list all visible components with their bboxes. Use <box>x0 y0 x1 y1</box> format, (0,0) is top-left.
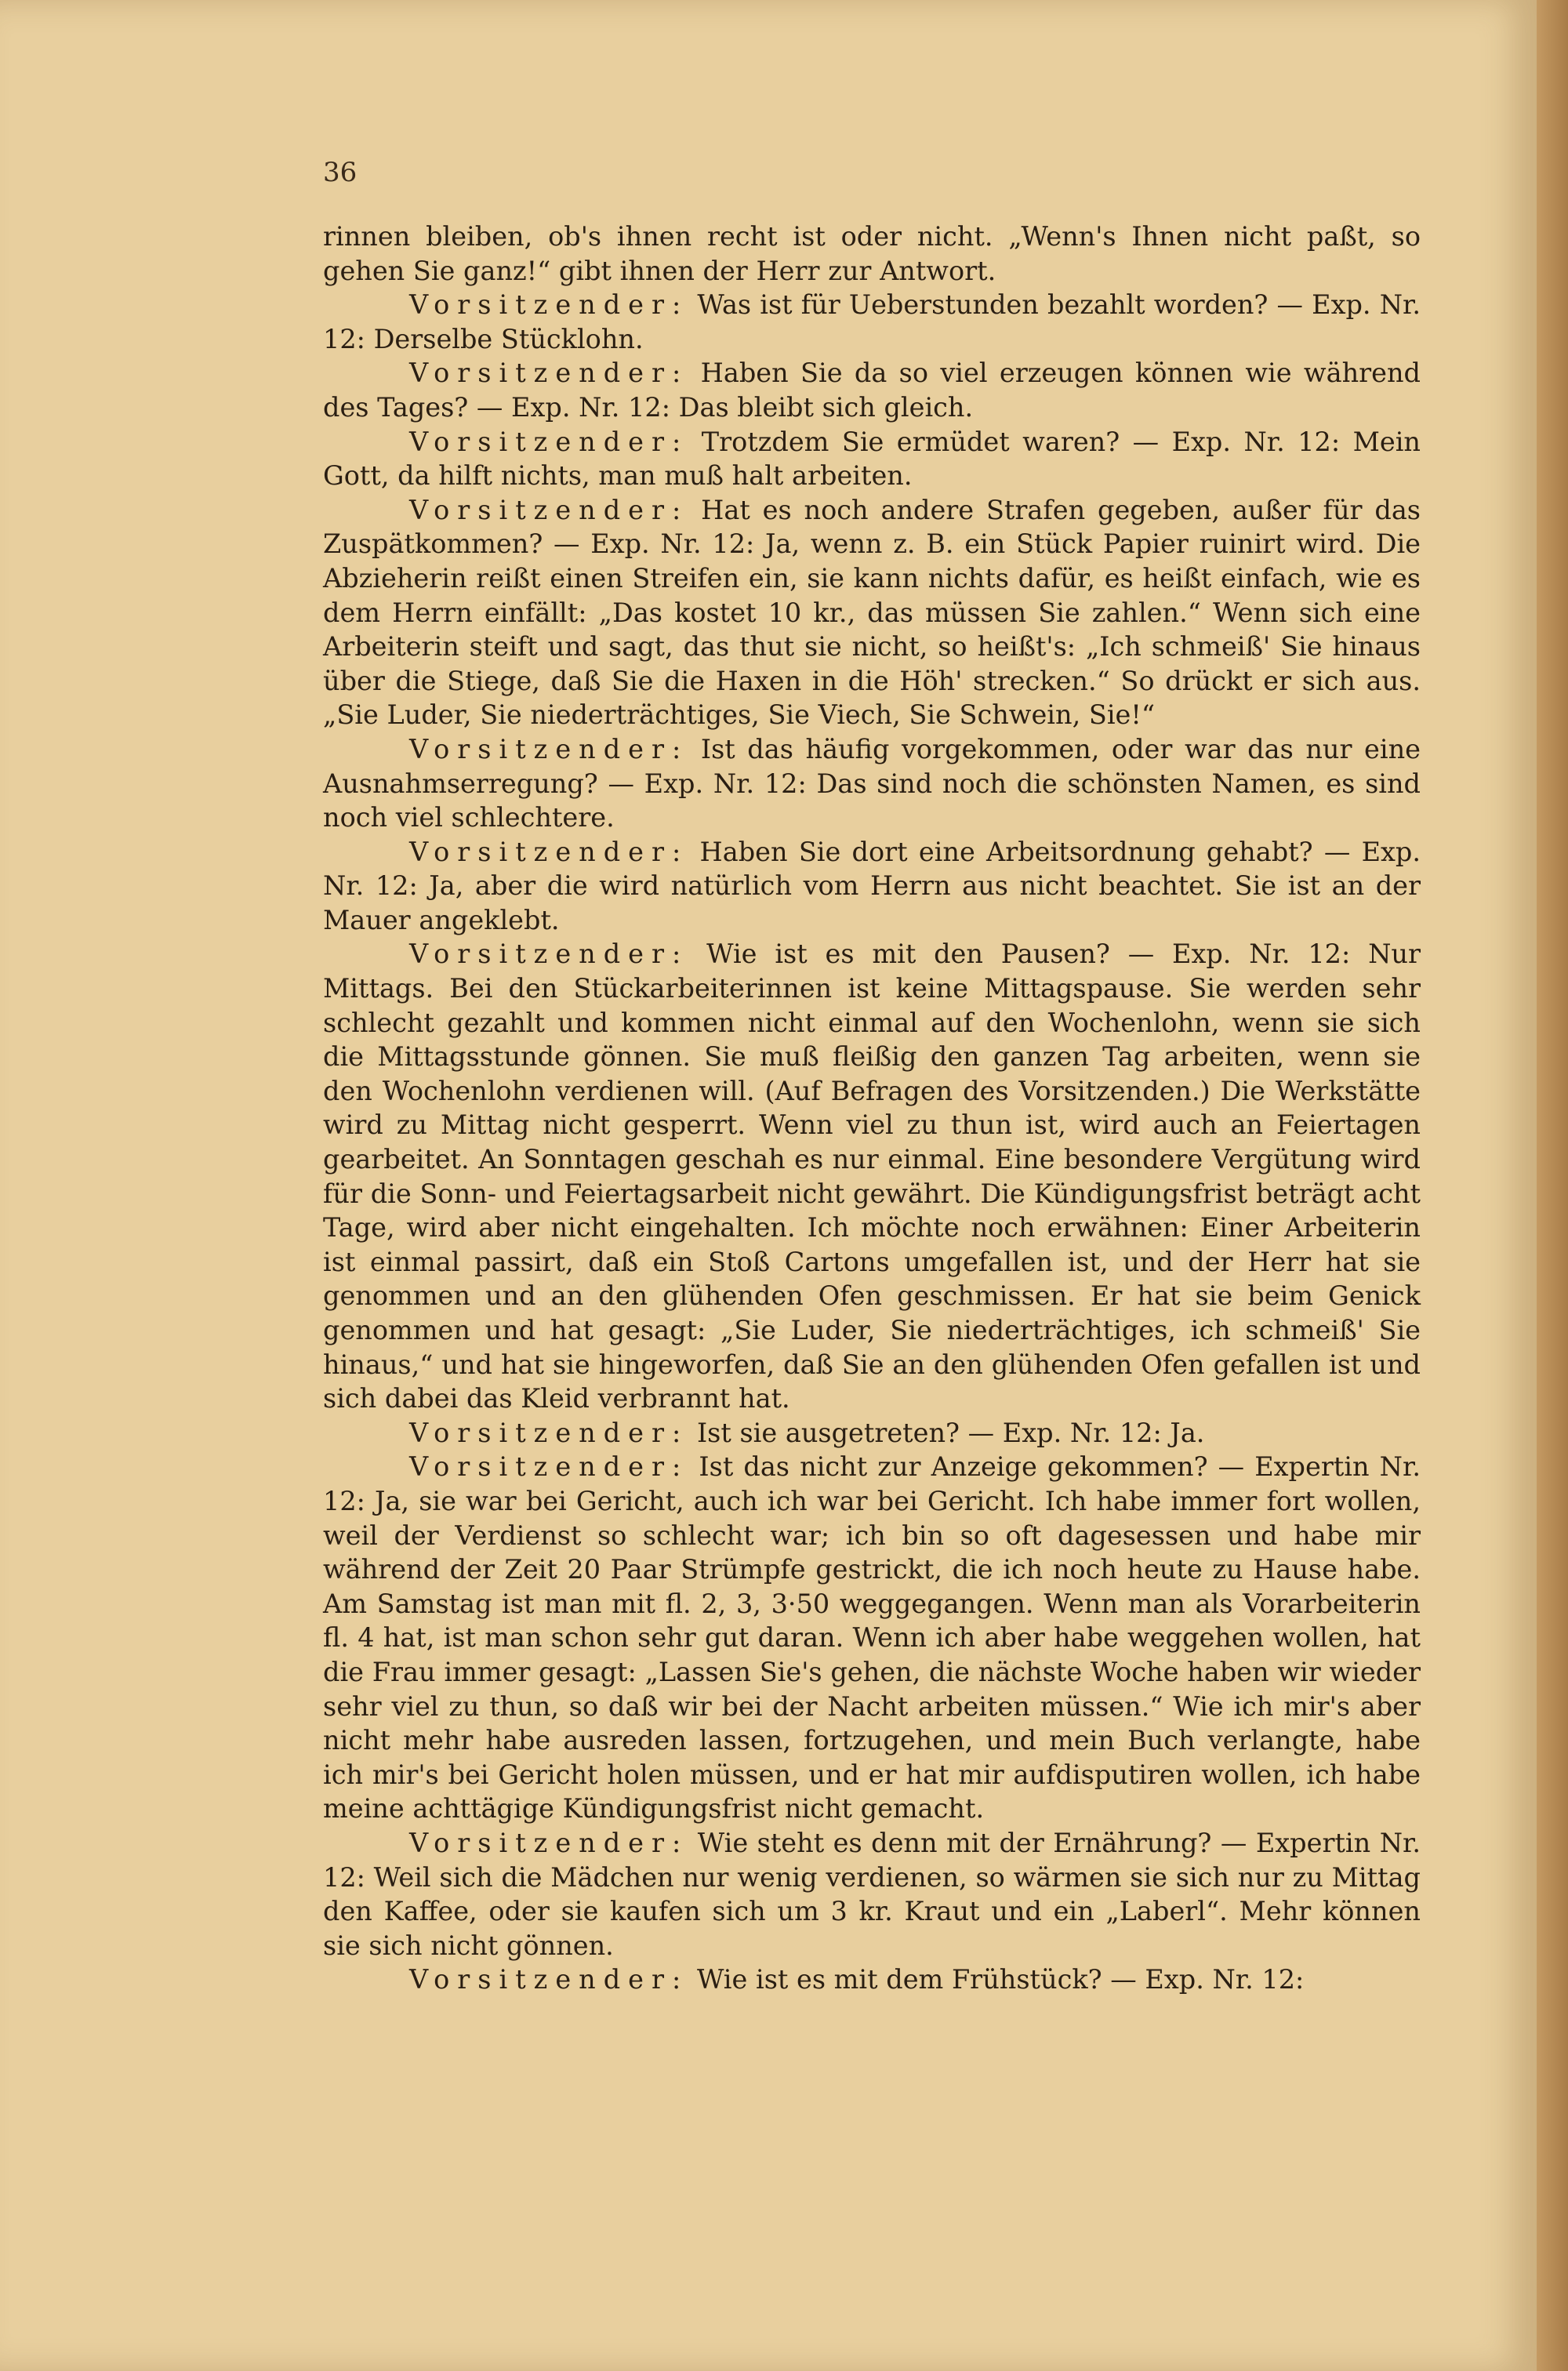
paragraph-text: Wie ist es mit dem Frühstück? — Exp. Nr. 12: <box>696 1964 1305 1995</box>
paragraph-text: Haben Sie dort eine Arbeitsordnung gehabt? — Exp. Nr. 12: Ja, aber die wird natürlich vom Herrn aus nicht beachtet. Sie ist an der Mauer angeklebt. <box>323 836 1421 935</box>
speaker-label: Vorsitzender: <box>409 939 689 970</box>
paragraph <box>323 835 1421 938</box>
speaker-label: Vorsitzender: <box>409 1417 689 1448</box>
paragraph <box>323 1450 1421 1826</box>
paragraph <box>323 425 1421 493</box>
paragraph-text: Wie steht es denn mit der Ernährung? — Expertin Nr. 12: Weil sich die Mädchen nur wenig verdienen, so wärmen sie sich nur zu Mittag den Kaffee, oder sie kaufen sich um 3 kr. Kraut und ein „Laberl“. Mehr können sie sich nicht gönnen. <box>323 1827 1421 1961</box>
paragraph <box>323 220 1421 288</box>
paragraph-text: rinnen bleiben, ob's ihnen recht ist oder nicht. „Wenn's Ihnen nicht paßt, so gehen Sie ganz!“ gibt ihnen der Herr zur Antwort. <box>323 221 1421 286</box>
speaker-label: Vorsitzender: <box>409 358 689 389</box>
paragraph-text: Wie ist es mit den Pausen? — Exp. Nr. 12: Nur Mittags. Bei den Stückarbeiterinnen ist keine Mittagspause. Sie werden sehr schlecht gezahlt und kommen nicht einmal auf den Wochenlohn, wenn sie sich die Mittagsstunde gönnen. Sie muß fleißig den ganzen Tag arbeiten, wenn sie den Wochenlohn verdienen will. (Auf Befragen des Vorsitzenden.) Die Werkstätte wird zu Mittag nicht gesperrt. Wenn viel zu thun ist, wird auch an Feiertagen gearbeitet. An Sonntagen geschah es nur einmal. Eine besondere Vergütung wird für die Sonn- und Feiertagsarbeit nicht gewährt. Die Kündigungsfrist beträgt acht Tage, wird aber nicht eingehalten. Ich möchte noch erwähnen: Einer Arbeiterin ist einmal passirt, daß ein Stoß Cartons umgefallen ist, und der Herr hat sie genommen und an den glühenden Ofen geschmissen. Er hat sie beim Genick genommen und hat gesagt: „Sie Luder, Sie niederträchtiges, ich schmeiß' Sie hinaus,“ und hat sie hingeworfen, daß Sie an den glühenden Ofen gefallen ist und sich dabei das Kleid verbrannt hat. <box>323 939 1421 1414</box>
paragraph <box>323 732 1421 835</box>
speaker-label: Vorsitzender: <box>409 1827 689 1858</box>
paragraph-text: Haben Sie da so viel erzeugen können wie während des Tages? — Exp. Nr. 12: Das bleibt sich gleich. <box>323 358 1421 423</box>
paragraph <box>323 937 1421 1415</box>
paragraph-text: Ist sie ausgetreten? — Exp. Nr. 12: Ja. <box>696 1417 1205 1448</box>
speaker-label: Vorsitzender: <box>409 289 689 321</box>
speaker-label: Vorsitzender: <box>409 1451 689 1483</box>
page-edge <box>1537 0 1568 2371</box>
speaker-label: Vorsitzender: <box>409 494 689 525</box>
paragraph-text: Hat es noch andere Strafen gegeben, außer für das Zuspätkommen? — Exp. Nr. 12: Ja, wenn z. B. ein Stück Papier ruinirt wird. Die Abzieherin reißt einen Streifen ein, sie kann nichts dafür, es heißt einfach, wie es dem Herrn einfällt: „Das kostet 10 kr., das müssen Sie zahlen.“ Wenn sich eine Arbeiterin steift und sagt, das thut sie nicht, so heißt's: „Ich schmeiß' Sie hinaus über die Stiege, daß Sie die Haxen in die Höh' strecken.“ So drückt er sich aus. „Sie Luder, Sie niederträchtiges, Sie Viech, Sie Schwein, Sie!“ <box>323 494 1421 731</box>
paragraph <box>323 493 1421 732</box>
paragraph <box>323 1963 1421 1997</box>
body-text <box>323 220 1421 1997</box>
speaker-label: Vorsitzender: <box>409 426 689 457</box>
speaker-label: Vorsitzender: <box>409 733 689 764</box>
paragraph <box>323 1416 1421 1451</box>
paragraph-text: Was ist für Ueberstunden bezahlt worden? — Exp. Nr. 12: Derselbe Stücklohn. <box>323 289 1421 354</box>
paragraph-text: Ist das häufig vorgekommen, oder war das nur eine Ausnahmserregung? — Exp. Nr. 12: Das sind noch die schönsten Namen, es sind noch viel schlechtere. <box>323 733 1421 833</box>
speaker-label: Vorsitzender: <box>409 836 689 867</box>
speaker-label: Vorsitzender: <box>409 1964 689 1995</box>
paragraph-text: Trotzdem Sie ermüdet waren? — Exp. Nr. 12: Mein Gott, da hilft nichts, man muß halt arbeiten. <box>323 426 1421 492</box>
paragraph <box>323 356 1421 424</box>
paragraph <box>323 1826 1421 1963</box>
page-number: 36 <box>323 157 358 188</box>
paragraph-text: Ist das nicht zur Anzeige gekommen? — Expertin Nr. 12: Ja, sie war bei Gericht, auch ich war bei Gericht. Ich habe immer fort wollen, weil der Verdienst so schlecht war; ich bin so oft dagesessen und habe mir während der Zeit 20 Paar Strümpfe gestrickt, die ich noch heute zu Hause habe. Am Samstag ist man mit fl. 2, 3, 3·50 weggegangen. Wenn man als Vorarbeiterin fl. 4 hat, ist man schon sehr gut daran. Wenn ich aber habe weggehen wollen, hat die Frau immer gesagt: „Lassen Sie's gehen, die nächste Woche haben wir wieder sehr viel zu thun, so daß wir bei der Nacht arbeiten müssen.“ Wie ich mir's aber nicht mehr habe ausreden lassen, fortzugehen, und mein Buch verlangte, habe ich mir's bei Gericht holen müssen, und er hat mir aufdisputiren wollen, ich habe meine achttägige Kündigungsfrist nicht gemacht. <box>323 1451 1421 1825</box>
paragraph <box>323 288 1421 356</box>
